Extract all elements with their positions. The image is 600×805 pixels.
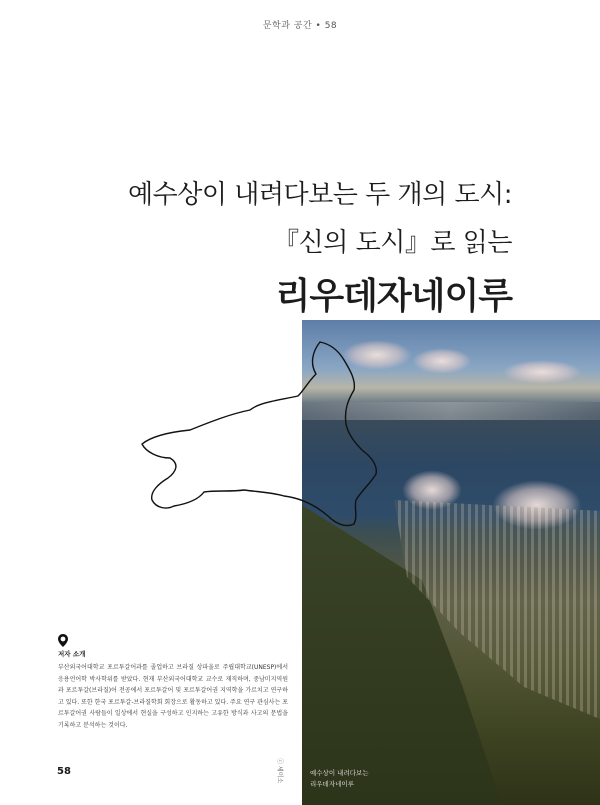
title-line-3: 리우데자네이루	[275, 276, 512, 317]
caption-line-2: 리우데자네이루	[310, 780, 354, 788]
title-line-2: 『신의 도시』로 읽는	[273, 228, 512, 258]
photo-cloud	[502, 360, 582, 384]
author-section	[58, 634, 288, 731]
photo-cloud	[412, 348, 472, 374]
photo-credit: ⓒ 세미소	[276, 758, 283, 784]
location-pin-icon	[58, 634, 68, 647]
photo-caption	[310, 768, 369, 790]
author-bio: 부산외국어대학교 포르투갈어과를 졸업하고 브라질 상파울로 주립대학교(UNESP)에서 응용언어학 박사학위를 받았다. 현재 부산외국어대학교 교수로 재직하며, 중남미지역원과 포르투갈(브라질)어 전공에서 포르투갈어 및 포르투갈어권 지역학을 가르치고 연구하고 있다. 또한 한국 포르투갈-브라질학회 회장으로 활동하고 있다. 주요 연구 관심사는 포르투갈어권 사람들이 일상에서 현실을 구성하고 인지하는 고유한 방식과 사고의 문법을 기록하고 분석하는 것이다.	[58, 664, 288, 729]
running-head: 문학과 공간 • 58	[262, 21, 338, 31]
caption-line-1: 예수상이 내려다보는	[310, 769, 369, 777]
author-label: 저자 소개	[58, 650, 86, 658]
page-number: 58	[57, 766, 71, 777]
title-line-1: 예수상이 내려다보는 두 개의 도시:	[128, 180, 512, 210]
city-outline-map	[140, 340, 380, 530]
